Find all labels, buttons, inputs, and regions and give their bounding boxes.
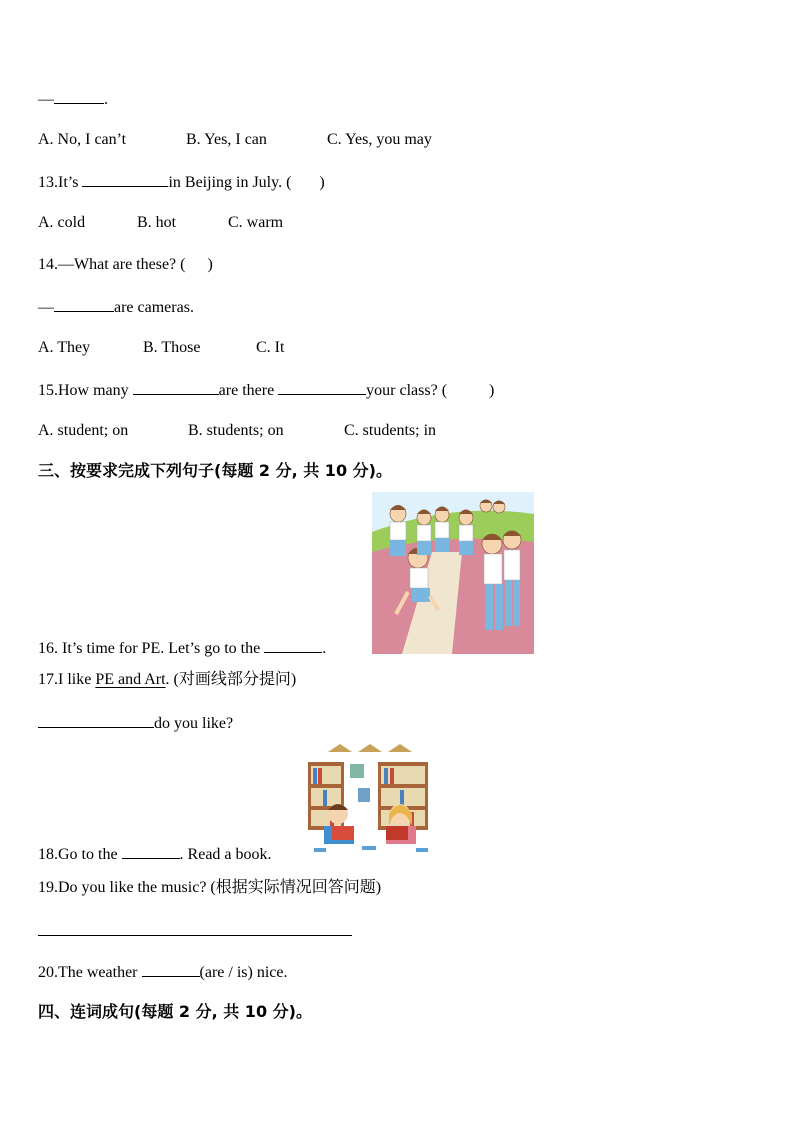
q19-answer-line [38, 920, 352, 942]
q13-options [38, 213, 283, 233]
q15-options [38, 421, 436, 441]
option-b[interactable]: B. hot [137, 214, 177, 231]
answer-blank[interactable] [54, 296, 114, 312]
option-b[interactable]: B. Yes, I can [186, 131, 267, 148]
question-16: 16. It’s time for PE. Let’s go to the . [38, 637, 326, 659]
answer-blank-2[interactable] [278, 379, 366, 395]
underlined-part: PE and Art [95, 671, 166, 688]
option-b[interactable]: B. students; on [188, 422, 284, 439]
question-13: 13.It’s in Beijing in July. ( ) [38, 171, 325, 193]
question-18: 18.Go to the . Read a book. [38, 843, 272, 865]
section-3-heading: 三、按要求完成下列句子(每题 2 分, 共 10 分)。 [38, 461, 392, 480]
answer-blank-1[interactable] [133, 379, 219, 395]
question-14: 14.—What are these? ( ) [38, 256, 213, 273]
library-picture [304, 742, 436, 860]
answer-blank[interactable] [122, 843, 180, 859]
option-a[interactable]: A. They [38, 339, 91, 356]
question-20: 20.The weather (are / is) nice. [38, 961, 287, 983]
option-c[interactable]: C. It [256, 339, 285, 356]
section-4-heading: 四、连词成句(每题 2 分, 共 10 分)。 [38, 1002, 312, 1021]
q17-answer-line: do you like? [38, 712, 233, 734]
option-c[interactable]: C. students; in [344, 422, 437, 439]
answer-blank[interactable] [38, 712, 154, 728]
q14-options [38, 338, 284, 358]
question-19: 19.Do you like the music? (根据实际情况回答问题) [38, 879, 382, 896]
option-a[interactable]: A. cold [38, 214, 86, 231]
dash: — [38, 91, 54, 108]
q14-answer-line: — are cameras. [38, 296, 194, 318]
pe-class-picture [372, 492, 534, 654]
question-17: 17.I like PE and Art. (对画线部分提问) [38, 671, 297, 688]
answer-blank[interactable] [54, 88, 104, 104]
q12-answer-line: — . [38, 88, 108, 110]
answer-blank[interactable] [38, 920, 352, 936]
answer-blank[interactable] [142, 961, 200, 977]
answer-blank[interactable] [264, 637, 322, 653]
option-c[interactable]: C. warm [228, 214, 284, 231]
question-15: 15.How many are there your class? ( ) [38, 379, 494, 401]
answer-blank[interactable] [82, 171, 168, 187]
option-a[interactable]: A. No, I can’t [38, 131, 127, 148]
option-a[interactable]: A. student; on [38, 422, 129, 439]
q12-options [38, 130, 432, 150]
option-b[interactable]: B. Those [143, 339, 201, 356]
option-c[interactable]: C. Yes, you may [327, 131, 432, 148]
